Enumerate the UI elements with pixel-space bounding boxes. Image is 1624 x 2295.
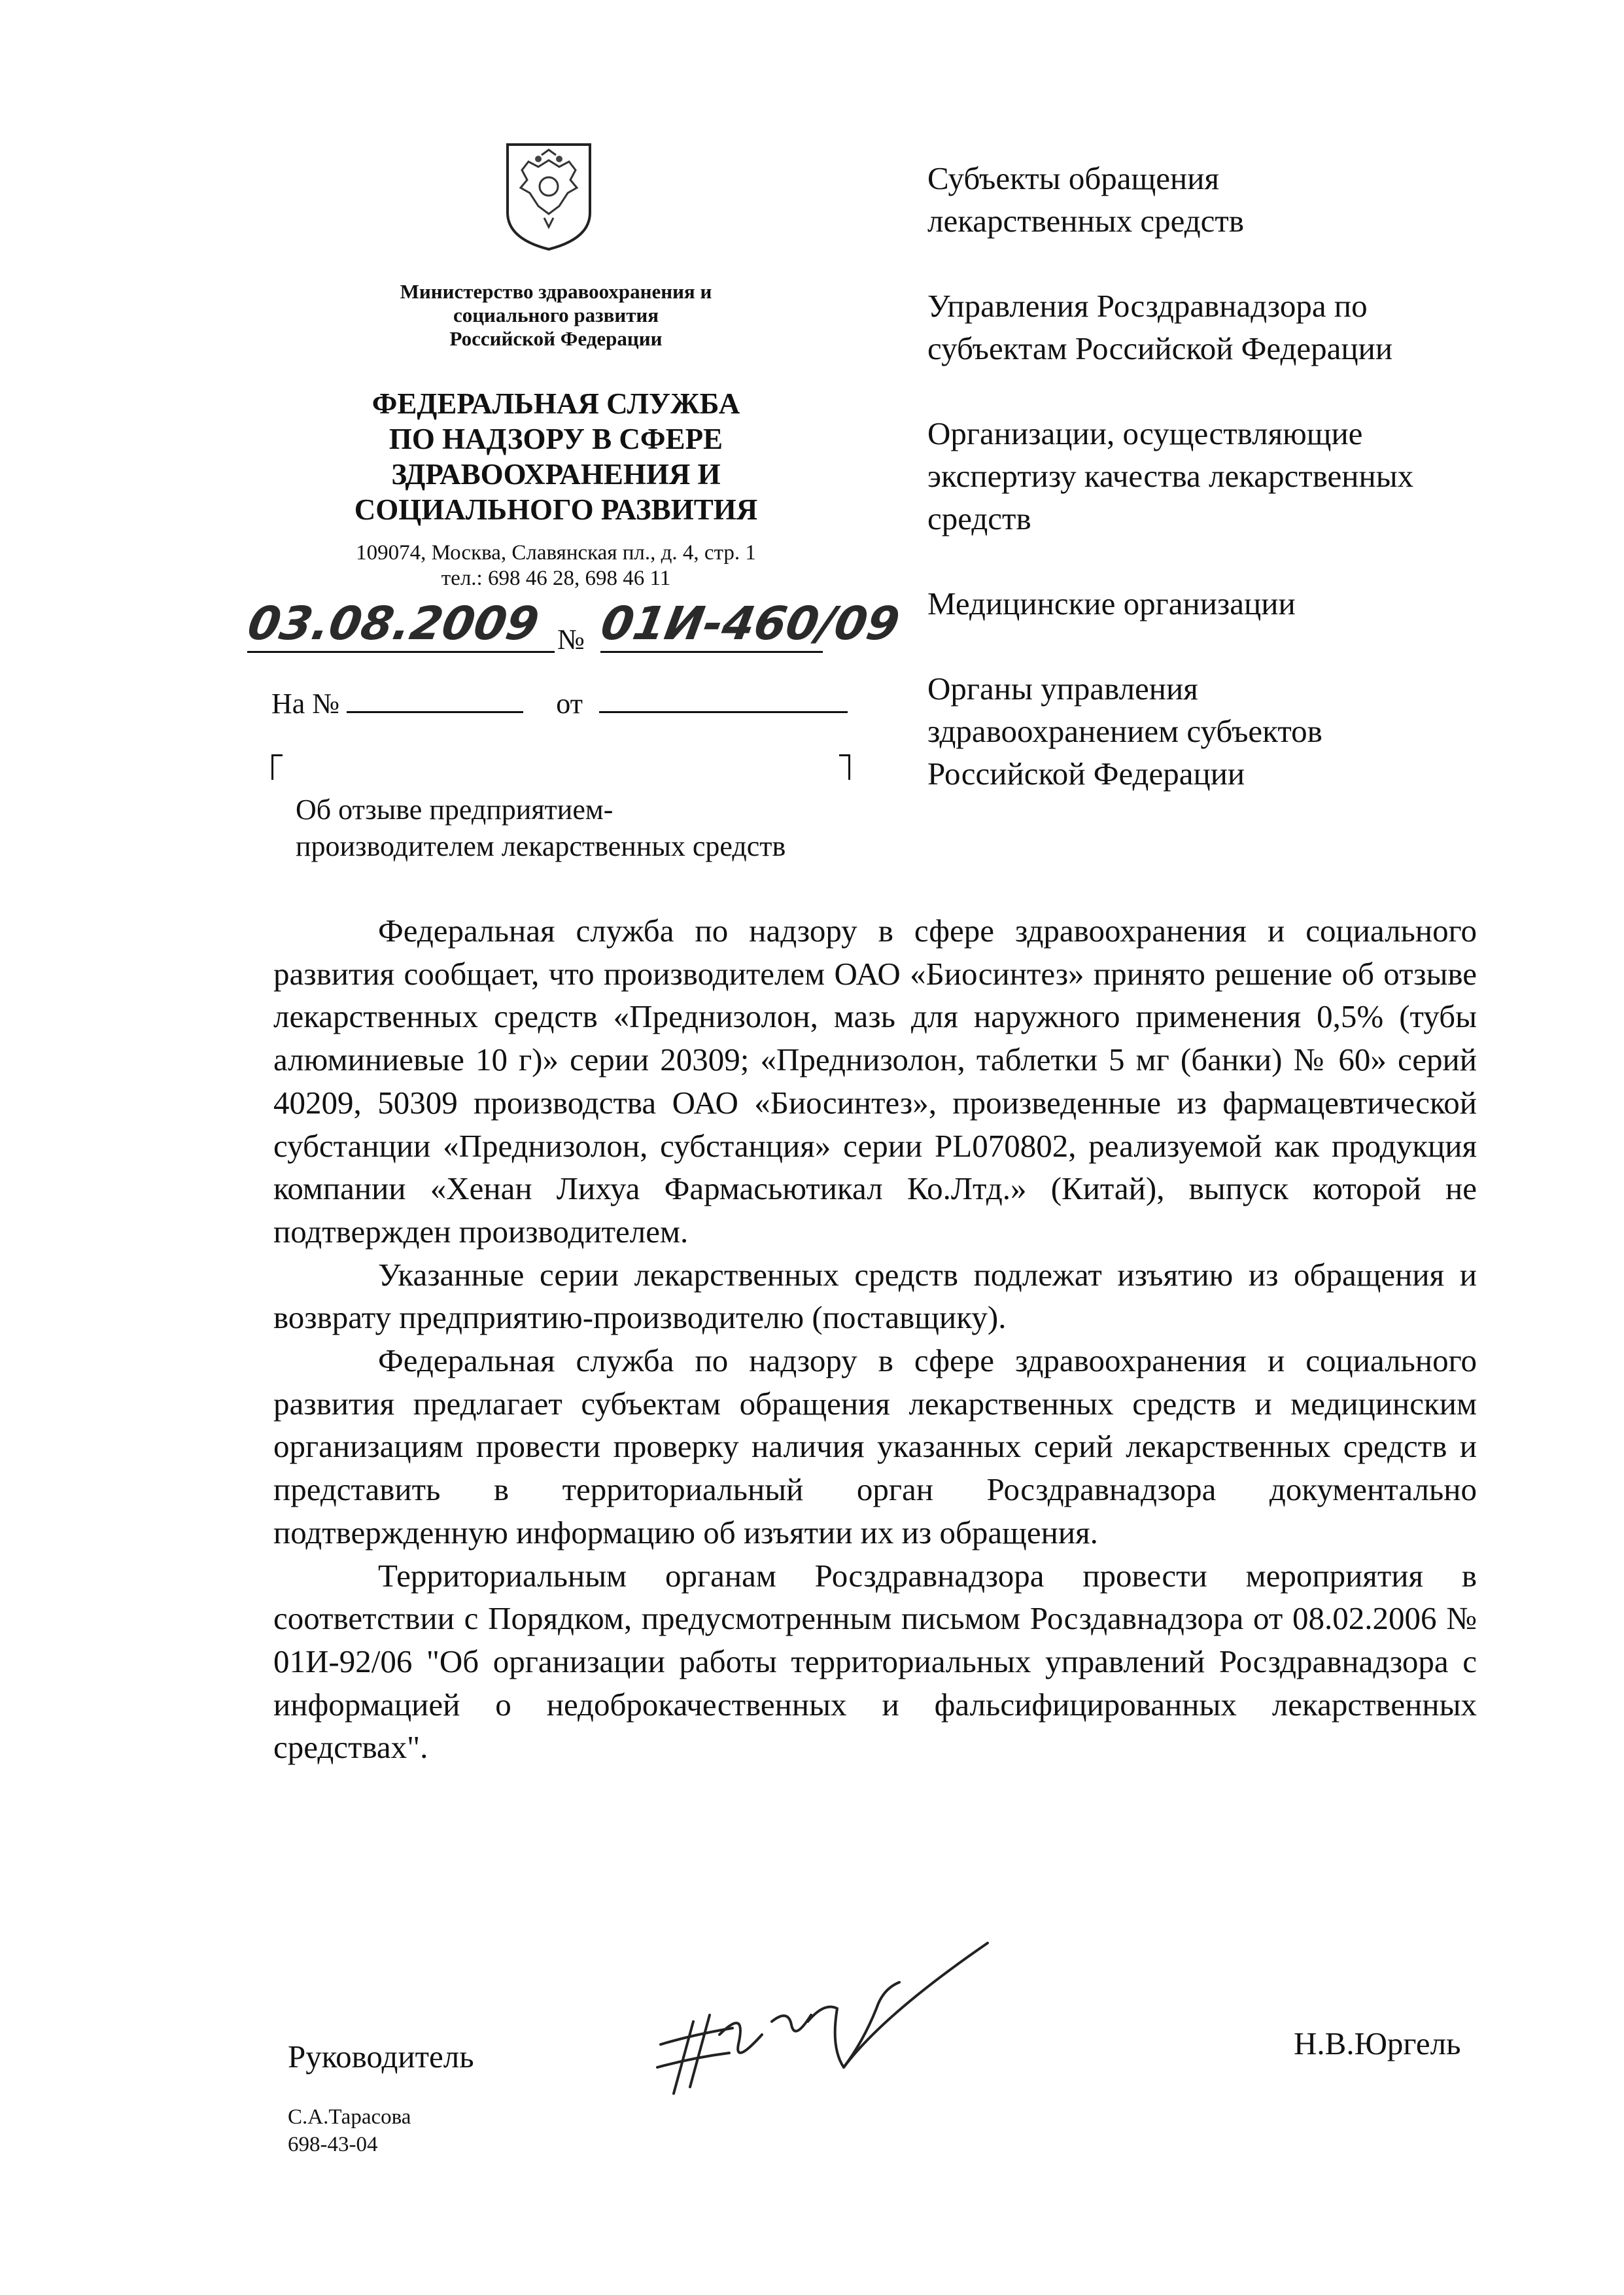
reply-date-label: от bbox=[556, 688, 583, 720]
executor-phone: 698-43-04 bbox=[288, 2133, 378, 2156]
subject-bracket-right bbox=[839, 754, 850, 780]
registration-number-line bbox=[600, 651, 823, 653]
reply-number-label: На № bbox=[271, 688, 340, 720]
addressee-list bbox=[927, 157, 1595, 837]
registration-date: 03.08.2009 bbox=[243, 597, 544, 650]
body-paragraph: Федеральная служба по надзору в сфере здравоохранения и социального развития предлагает субъектам обращения лекарственных средств и медицинским организациям провести проверку наличия указанных серий лекарственных средств и представить в территориальный орган Росздравнадзора документально подтвержденную информацию об изъятии их из обращения. bbox=[273, 1342, 1477, 1550]
executor-info bbox=[288, 2103, 411, 2158]
service-address: 109074, Москва, Славянская пл., д. 4, стр. 1 тел.: 698 46 28, 698 46 11 bbox=[356, 541, 756, 590]
registration-number: 01И-460/09 bbox=[596, 597, 904, 650]
subject-bracket-left bbox=[271, 754, 283, 780]
signer-title: Руководитель bbox=[288, 2039, 474, 2075]
addressee-item: Субъекты обращения лекарственных средств bbox=[927, 160, 1244, 239]
addressee-item: Управления Росздравнадзора по субъектам Российской Федерации bbox=[927, 288, 1393, 366]
letter-subject: Об отзыве предприятием- производителем лекарственных средств bbox=[296, 794, 786, 862]
handwritten-signature bbox=[648, 1936, 1014, 2107]
body-paragraph: Федеральная служба по надзору в сфере здравоохранения и социального развития сообщает, что производителем ОАО «Биосинтез» принято решение об отзыве лекарственных средств «Преднизолон, мазь для наружного применения 0,5% (тубы алюминиевые 10 г)» серии 20309; «Преднизолон, таблетки 5 мг (банки) № 60» серий 40209, 50309 производства ОАО «Биосинтез», произведенные из фармацевтической субстанции «Преднизолон, субстанция» серии PL070802, реализуемой как продукция компании «Хенан Лихуа Фармасьютикал Ко.Лтд.» (Китай), выпуск которой не подтвержден производителем. bbox=[273, 913, 1477, 1250]
addressee-item: Медицинские организации bbox=[927, 586, 1296, 622]
coat-of-arms-emblem bbox=[502, 141, 595, 252]
body-paragraph: Указанные серии лекарственных средств подлежат изъятию из обращения и возврату предприятию-производителю (поставщику). bbox=[273, 1256, 1477, 1336]
reply-number-line bbox=[347, 688, 523, 713]
body-paragraph: Территориальным органам Росздравнадзора провести мероприятия в соответствии с Порядком, предусмотренным письмом Росздавнадзора от 08.02.2006 № 01И-92/06 "Об организации работы территориальных управлений Росздравнадзора с информацией о недоброкачественных и фальсифицированных лекарственных средствах". bbox=[273, 1557, 1477, 1766]
reply-reference bbox=[271, 687, 848, 720]
registration-date-line bbox=[247, 651, 555, 653]
executor-name: С.А.Тарасова bbox=[288, 2105, 411, 2129]
reply-date-line bbox=[599, 688, 848, 713]
registration-number-label: № bbox=[557, 623, 585, 656]
addressee-item: Организации, осуществляющие экспертизу качества лекарственных средств bbox=[927, 415, 1414, 536]
ministry-name: Министерство здравоохранения и социального развития Российской Федерации bbox=[400, 280, 712, 350]
signer-name: Н.В.Юргель bbox=[1294, 2025, 1461, 2061]
letter-body bbox=[273, 909, 1477, 1769]
service-name: ФЕДЕРАЛЬНАЯ СЛУЖБА ПО НАДЗОРУ В СФЕРЕ ЗДРАВООХРАНЕНИЯ И СОЦИАЛЬНОГО РАЗВИТИЯ bbox=[354, 387, 758, 526]
addressee-item: Органы управления здравоохранением субъектов Российской Федерации bbox=[927, 671, 1322, 792]
